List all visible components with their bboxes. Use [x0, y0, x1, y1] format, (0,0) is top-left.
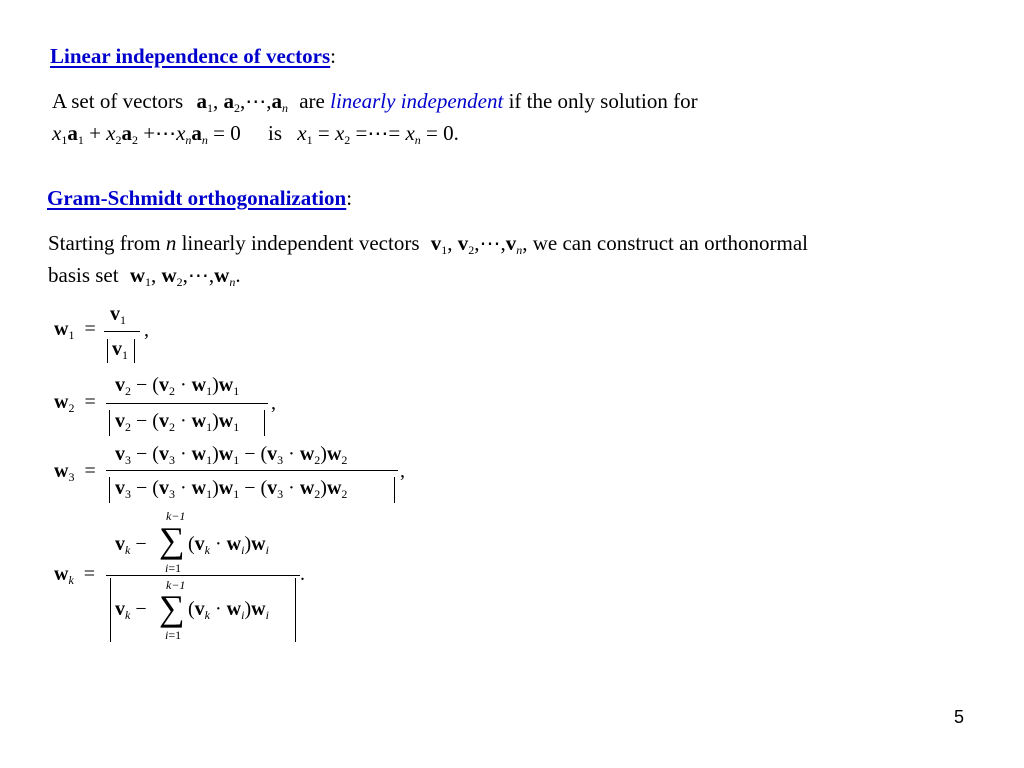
text-set-of-vectors: A set of vectors — [52, 89, 184, 113]
math-vectors-a: a1, a2,⋯,an — [196, 89, 288, 115]
math-vectors-w: w1, w2,⋯,wn. — [129, 263, 241, 289]
text-only-solution: if the only solution for — [508, 89, 698, 113]
text-is: is — [268, 121, 283, 145]
math-linear-combination: x1a1 + x2a2 +⋯xnan = 0 — [52, 121, 241, 147]
definition-line-1 — [52, 89, 698, 114]
text-linearly-independent: linearly independent — [330, 89, 504, 113]
heading-text: Linear independence of vectors — [50, 44, 331, 68]
math-zero-solution: x1 = x2 =⋯= xn = 0. — [297, 121, 459, 147]
section-heading-gram-schmidt — [47, 186, 352, 211]
heading-colon: : — [346, 186, 353, 210]
definition-line-2 — [52, 121, 459, 146]
sum-symbol: ∑ — [159, 588, 185, 628]
text-starting-from: Starting from — [48, 231, 161, 255]
text-construct-orthonormal: we can construct an orthonormal — [532, 231, 808, 255]
heading-text: Gram-Schmidt orthogonalization — [47, 186, 347, 210]
gram-schmidt-line-1 — [48, 231, 808, 256]
section-heading-linear-independence — [50, 44, 336, 69]
page-number: 5 — [953, 707, 964, 727]
text-n: n — [165, 231, 177, 255]
text-are: are — [299, 89, 325, 113]
text-linearly-independent-vectors: linearly independent vectors — [181, 231, 420, 255]
text-basis-set: basis set — [48, 263, 119, 287]
sum-symbol: ∑ — [159, 520, 185, 560]
heading-colon: : — [330, 44, 337, 68]
math-vectors-v: v1, v2,⋯,vn, — [430, 231, 528, 257]
gram-schmidt-line-2 — [48, 263, 241, 288]
